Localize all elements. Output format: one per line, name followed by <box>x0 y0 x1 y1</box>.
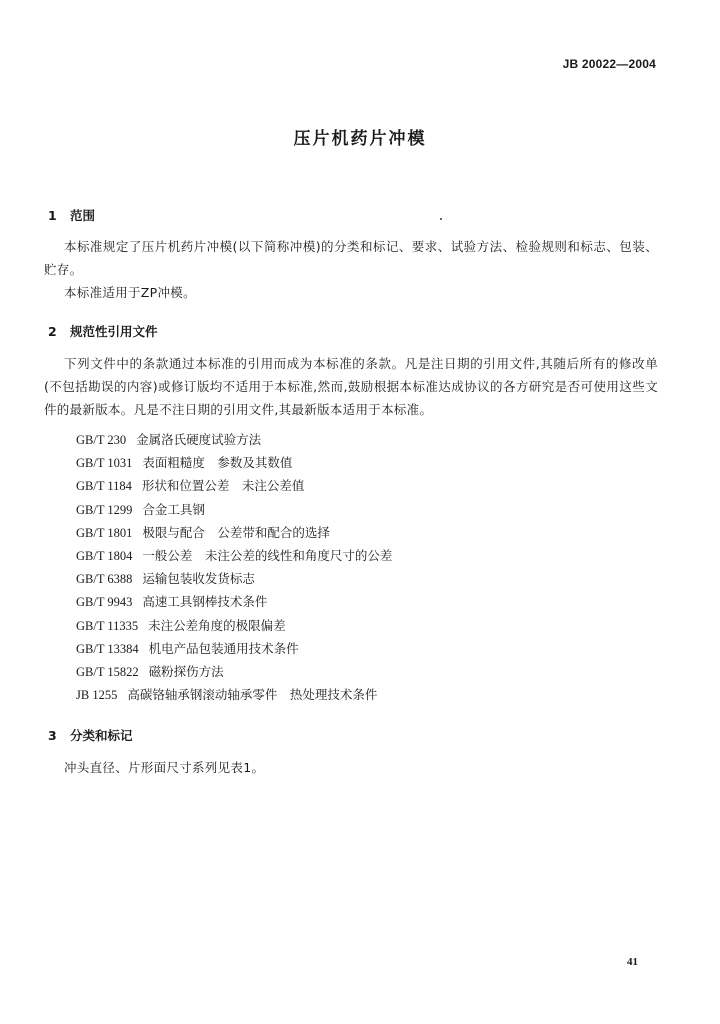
section-1-body <box>44 235 658 304</box>
section-number: 2 <box>48 324 57 339</box>
reference-name: 形状和位置公差 未注公差值 <box>141 478 305 494</box>
section-number: 3 <box>48 728 57 743</box>
reference-code: GB/T 6388 <box>76 572 133 587</box>
reference-name: 极限与配合 公差带和配合的选择 <box>142 524 330 540</box>
section-1-heading <box>48 206 95 224</box>
document-title: 压片机药片冲模 <box>293 129 427 149</box>
page-number: 41 <box>627 956 638 968</box>
reference-name: 合金工具钢 <box>142 501 205 517</box>
reference-code: GB/T 1031 <box>76 456 133 471</box>
reference-name: 表面粗糙度 参数及其数值 <box>142 455 293 471</box>
reference-item <box>76 590 392 613</box>
reference-item <box>76 544 392 567</box>
section-number: 1 <box>48 208 57 223</box>
reference-code: GB/T 15822 <box>76 664 139 679</box>
reference-code: GB/T 11335 <box>76 618 139 633</box>
paragraph: 冲头直径、片形面尺寸系列见表1。 <box>64 760 265 775</box>
section-3-heading <box>48 726 133 744</box>
reference-item <box>76 614 392 637</box>
reference-name: 一般公差 未注公差的线性和角度尺寸的公差 <box>142 547 393 563</box>
reference-name: 运输包装收发货标志 <box>142 571 255 587</box>
reference-code: GB/T 13384 <box>76 641 139 656</box>
reference-name: 高碳铬轴承钢滚动轴承零件 热处理技术条件 <box>127 687 378 703</box>
section-2-body <box>44 352 658 421</box>
section-title: 范围 <box>70 208 96 223</box>
reference-code: GB/T 1184 <box>76 479 132 494</box>
normative-reference-list <box>76 428 392 706</box>
reference-name: 磁粉探伤方法 <box>148 663 224 679</box>
standard-number: JB 20022—2004 <box>562 57 656 71</box>
reference-code: GB/T 9943 <box>76 595 133 610</box>
reference-item <box>76 567 392 590</box>
reference-name: 未注公差角度的极限偏差 <box>148 617 286 633</box>
reference-code: GB/T 1801 <box>76 525 133 540</box>
paragraph: 本标准规定了压片机药片冲模(以下简称冲模)的分类和标记、要求、试验方法、检验规则和标志、包装、贮存。 <box>44 239 658 277</box>
reference-code: JB 1255 <box>76 688 118 703</box>
section-3-body <box>44 756 658 779</box>
reference-item <box>76 474 392 497</box>
reference-item <box>76 428 392 451</box>
reference-item <box>76 498 392 521</box>
scan-speck <box>440 218 442 220</box>
paragraph: 本标准适用于ZP冲模。 <box>64 285 196 300</box>
reference-code: GB/T 230 <box>76 433 127 447</box>
section-title: 分类和标记 <box>70 728 133 743</box>
section-2-heading <box>48 322 158 340</box>
section-title: 规范性引用文件 <box>70 324 158 339</box>
reference-item <box>76 451 392 474</box>
reference-item <box>76 521 392 544</box>
reference-code: GB/T 1804 <box>76 548 133 563</box>
reference-item <box>76 637 392 660</box>
reference-code: GB/T 1299 <box>76 502 133 517</box>
reference-name: 机电产品包装通用技术条件 <box>148 640 299 656</box>
reference-item <box>76 660 392 683</box>
reference-name: 金属洛氏硬度试验方法 <box>136 432 262 447</box>
paragraph: 下列文件中的条款通过本标准的引用而成为本标准的条款。凡是注日期的引用文件,其随后所有的修改单(不包括勘误的内容)或修订版均不适用于本标准,然而,鼓励根据本标准达成协议的各方研究是否可使用这些文件的最新版本。凡是不注日期的引用文件,其最新版本适用于本标准。 <box>44 356 658 417</box>
reference-item <box>76 683 392 706</box>
reference-name: 高速工具钢棒技术条件 <box>142 594 268 610</box>
